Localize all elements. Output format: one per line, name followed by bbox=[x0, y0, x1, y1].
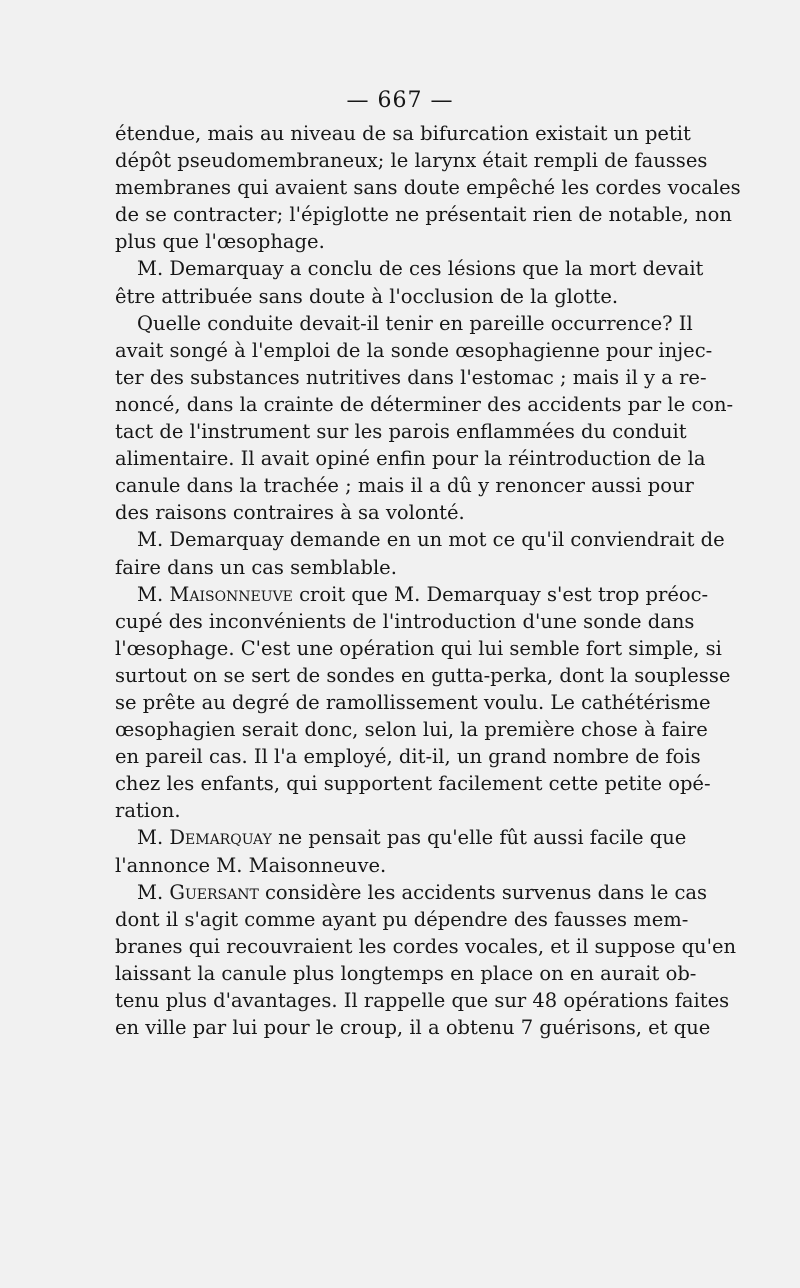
speaker-prefix: M. bbox=[137, 880, 164, 904]
text-line-speaker bbox=[115, 581, 709, 608]
speaker-prefix: M. bbox=[137, 826, 164, 850]
text-line: en ville par lui pour le croup, il a obtenu 7 guérisons, et que bbox=[115, 1016, 711, 1040]
text-line-rest: croit que M. Demarquay s'est trop préoc- bbox=[299, 582, 709, 606]
speaker-name: Maisonneuve bbox=[169, 582, 293, 606]
text-line: tenu plus d'avantages. Il rappelle que sur 48 opérations faites bbox=[115, 989, 730, 1012]
speaker-name: Guersant bbox=[169, 880, 259, 904]
text-line: surtout on se sert de sondes en gutta-perka, dont la souplesse bbox=[115, 663, 731, 687]
text-line: canule dans la trachée ; mais il a dû y renoncer aussi pour bbox=[115, 474, 694, 498]
text-line: dépôt pseudomembraneux; le larynx était rempli de fausses bbox=[115, 149, 708, 173]
text-line: tact de l'instrument sur les parois enflammées du conduit bbox=[115, 420, 687, 444]
text-line: être attribuée sans doute à l'occlusion de la glotte. bbox=[115, 284, 619, 308]
text-line: Quelle conduite devait-il tenir en pareille occurrence? Il bbox=[137, 311, 693, 335]
text-line-speaker bbox=[115, 879, 708, 906]
text-line: M. Demarquay demande en un mot ce qu'il conviendrait de bbox=[137, 528, 725, 552]
text-line: alimentaire. Il avait opiné enfin pour la réintroduction de la bbox=[115, 447, 706, 471]
text-line: œsophagien serait donc, selon lui, la première chose à faire bbox=[115, 718, 708, 742]
text-line: chez les enfants, qui supportent facilement cette petite opé- bbox=[115, 772, 711, 796]
text-line: l'œsophage. C'est une opération qui lui semble fort simple, si bbox=[115, 636, 722, 660]
text-line: en pareil cas. Il l'a employé, dit-il, un grand nombre de fois bbox=[115, 745, 701, 769]
text-line: membranes qui avaient sans doute empêché les cordes vocales bbox=[115, 176, 741, 200]
text-line-rest: ne pensait pas qu'elle fût aussi facile que bbox=[278, 826, 687, 850]
text-line: branes qui recouvraient les cordes vocales, et il suppose qu'en bbox=[115, 934, 737, 958]
text-line: avait songé à l'emploi de la sonde œsophagienne pour injec- bbox=[115, 338, 713, 362]
text-line-rest: considère les accidents survenus dans le cas bbox=[265, 880, 708, 904]
speaker-name: Demarquay bbox=[169, 826, 272, 850]
text-line: ter des substances nutritives dans l'estomac ; mais il y a re- bbox=[115, 365, 707, 389]
text-line: noncé, dans la crainte de déterminer des accidents par le con- bbox=[115, 392, 734, 416]
text-line-speaker bbox=[115, 824, 687, 851]
text-line: plus que l'œsophage. bbox=[115, 230, 325, 254]
text-line: étendue, mais au niveau de sa bifurcation existait un petit bbox=[115, 122, 691, 145]
body-text bbox=[115, 120, 741, 1041]
page-number: — 667 — bbox=[346, 88, 454, 113]
text-line: des raisons contraires à sa volonté. bbox=[115, 501, 465, 525]
text-line: laissant la canule plus longtemps en place on en aurait ob- bbox=[115, 961, 697, 985]
text-line: faire dans un cas semblable. bbox=[115, 555, 397, 579]
text-line: de se contracter; l'épiglotte ne présentait rien de notable, non bbox=[115, 203, 732, 227]
text-line: ration. bbox=[115, 799, 181, 823]
text-line: dont il s'agit comme ayant pu dépendre des fausses mem- bbox=[115, 907, 689, 931]
text-line: l'annonce M. Maisonneuve. bbox=[115, 853, 387, 877]
text-line: se prête au degré de ramollissement voulu. Le cathétérisme bbox=[115, 690, 711, 714]
speaker-prefix: M. bbox=[137, 582, 164, 606]
text-line: M. Demarquay a conclu de ces lésions que la mort devait bbox=[137, 257, 704, 281]
text-line: cupé des inconvénients de l'introduction d'une sonde dans bbox=[115, 609, 695, 633]
